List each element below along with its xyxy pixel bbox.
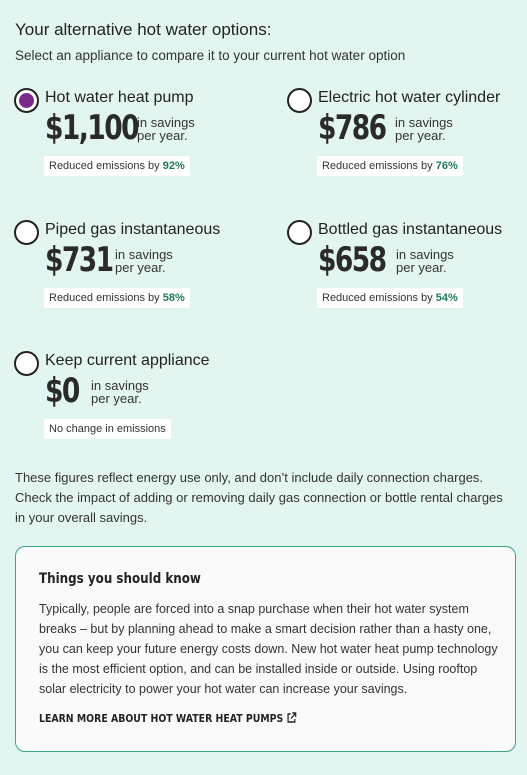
emissions-badge bbox=[317, 156, 463, 176]
learn-more-link-label: LEARN MORE ABOUT HOT WATER HEAT PUMPS bbox=[39, 712, 284, 725]
disclaimer-note: These figures reflect energy use only, and don’t include daily connection charges. Check the impact of adding or removing daily gas connection or bottle rental charges in your overall savings. bbox=[15, 470, 503, 525]
emissions-percent: 76% bbox=[435, 160, 458, 172]
page-heading: Your alternative hot water options: bbox=[15, 20, 272, 39]
emissions-badge bbox=[44, 156, 190, 176]
savings-caption-line2: per year. bbox=[395, 128, 446, 143]
emissions-text: Reduced emissions by bbox=[322, 292, 436, 304]
savings-caption-line1: in savings bbox=[396, 247, 454, 262]
option-piped-gas-instantaneous[interactable] bbox=[14, 218, 254, 328]
emissions-badge bbox=[44, 419, 171, 439]
page-subheading: Select an appliance to compare it to your current hot water option bbox=[15, 48, 406, 63]
savings-caption-line2: per year. bbox=[137, 128, 188, 143]
savings-caption bbox=[137, 116, 195, 142]
emissions-badge bbox=[44, 288, 190, 308]
option-label: Keep current appliance bbox=[45, 352, 210, 369]
radio-button[interactable] bbox=[14, 220, 39, 245]
option-label: Electric hot water cylinder bbox=[318, 89, 501, 106]
emissions-percent: 54% bbox=[435, 292, 458, 304]
option-electric-hot-water-cylinder[interactable] bbox=[287, 86, 527, 196]
savings-caption-line1: in savings bbox=[395, 115, 453, 130]
emissions-text: Reduced emissions by bbox=[49, 160, 163, 172]
emissions-text: Reduced emissions by bbox=[322, 160, 436, 172]
radio-button-selected[interactable] bbox=[14, 88, 39, 113]
savings-amount: $1,100 bbox=[45, 108, 138, 148]
savings-caption bbox=[91, 379, 149, 405]
emissions-text: Reduced emissions by bbox=[49, 292, 163, 304]
option-label: Bottled gas instantaneous bbox=[318, 221, 503, 238]
info-card-body: Typically, people are forced into a snap purchase when their hot water system breaks – but by planning ahead to make a smart decision rather than a hasty one, you can keep your future energy costs down. New hot water heat pump technology is the most efficient option, and can be installed inside or outside. Using rooftop solar electricity to power your hot water can increase your savings. bbox=[39, 602, 498, 696]
savings-amount: $786 bbox=[318, 108, 386, 148]
savings-caption bbox=[395, 116, 453, 142]
savings-caption-line2: per year. bbox=[396, 260, 447, 275]
info-card bbox=[15, 546, 516, 752]
savings-amount: $731 bbox=[45, 240, 113, 280]
savings-amount: $658 bbox=[318, 240, 386, 280]
savings-caption bbox=[115, 248, 173, 274]
emissions-percent: 58% bbox=[162, 292, 185, 304]
option-keep-current-appliance[interactable] bbox=[14, 349, 254, 459]
info-card-title: Things you should know bbox=[39, 571, 201, 587]
radio-button[interactable] bbox=[287, 88, 312, 113]
savings-caption-line1: in savings bbox=[91, 378, 149, 393]
savings-caption-line2: per year. bbox=[91, 391, 142, 406]
savings-caption-line1: in savings bbox=[137, 115, 195, 130]
option-hot-water-heat-pump[interactable] bbox=[14, 86, 254, 196]
emissions-badge bbox=[317, 288, 463, 308]
external-link-icon bbox=[287, 712, 297, 727]
option-label: Hot water heat pump bbox=[45, 89, 194, 106]
savings-caption-line1: in savings bbox=[115, 247, 173, 262]
option-bottled-gas-instantaneous[interactable] bbox=[287, 218, 527, 328]
emissions-percent: 92% bbox=[162, 160, 185, 172]
savings-amount: $0 bbox=[45, 371, 79, 411]
savings-caption bbox=[396, 248, 454, 274]
savings-caption-line2: per year. bbox=[115, 260, 166, 275]
option-label: Piped gas instantaneous bbox=[45, 221, 221, 238]
learn-more-link[interactable] bbox=[39, 712, 297, 727]
radio-button[interactable] bbox=[287, 220, 312, 245]
radio-button[interactable] bbox=[14, 351, 39, 376]
emissions-text: No change in emissions bbox=[49, 423, 166, 435]
